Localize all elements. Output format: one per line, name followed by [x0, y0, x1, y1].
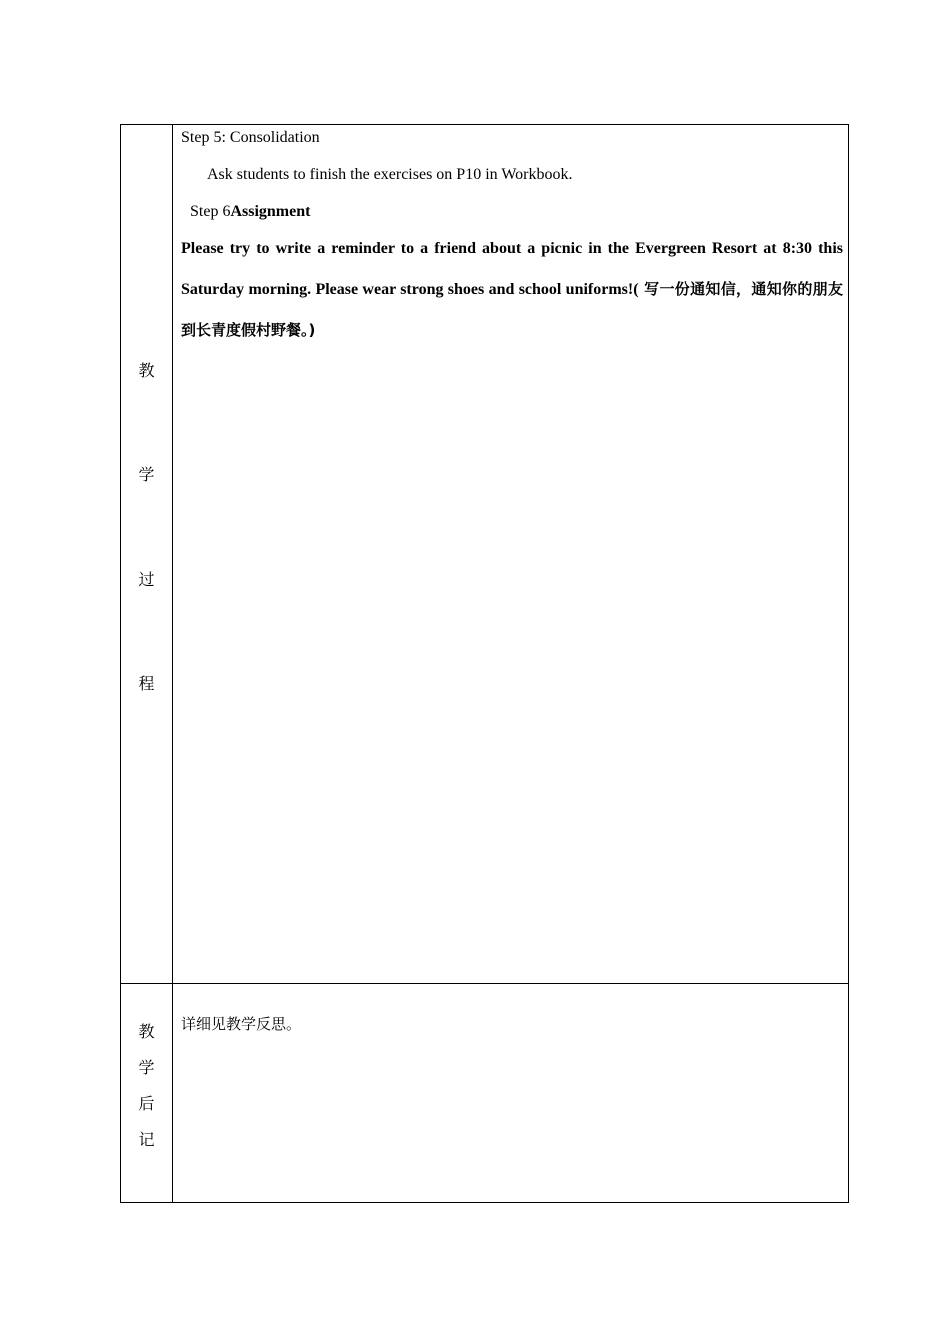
label-char: 学 [138, 1058, 155, 1077]
assignment-english: Please try to write a reminder to a friend about a picnic in the Evergreen Resort at 8:30 this Saturday morning. Please wear strong shoes and school uniforms!( [181, 240, 843, 298]
teaching-notes-content [173, 984, 848, 1202]
teaching-process-row [121, 125, 849, 984]
assignment-chinese: 写一份通知信，通知你的朋友到长青度假村野餐。) [181, 280, 843, 339]
step6-title: Assignment [230, 203, 311, 220]
label-char: 学 [138, 465, 155, 484]
teaching-notes-row [121, 984, 849, 1203]
teaching-process-label [121, 125, 172, 983]
teaching-notes-content-cell [173, 984, 849, 1203]
teaching-process-label-cell [121, 125, 173, 984]
assignment-text [181, 228, 843, 351]
label-char: 程 [138, 674, 155, 693]
label-char: 后 [138, 1094, 155, 1113]
teaching-process-content-cell [173, 125, 849, 984]
step6-prefix: Step 6 [190, 203, 231, 220]
step5-title: Step 5: Consolidation [181, 129, 320, 146]
teaching-process-content [173, 125, 848, 983]
step5-body: Ask students to finish the exercises on P10 in Workbook. [207, 166, 573, 183]
label-char: 过 [138, 570, 155, 589]
label-char: 记 [138, 1130, 155, 1149]
label-char: 教 [138, 1022, 155, 1041]
label-char: 教 [138, 361, 155, 380]
teaching-notes-text: 详细见教学反思。 [181, 1015, 302, 1033]
lesson-plan-table [120, 124, 849, 1203]
teaching-notes-label-cell [121, 984, 173, 1203]
teaching-notes-label [121, 984, 172, 1202]
step6-heading [190, 202, 310, 222]
